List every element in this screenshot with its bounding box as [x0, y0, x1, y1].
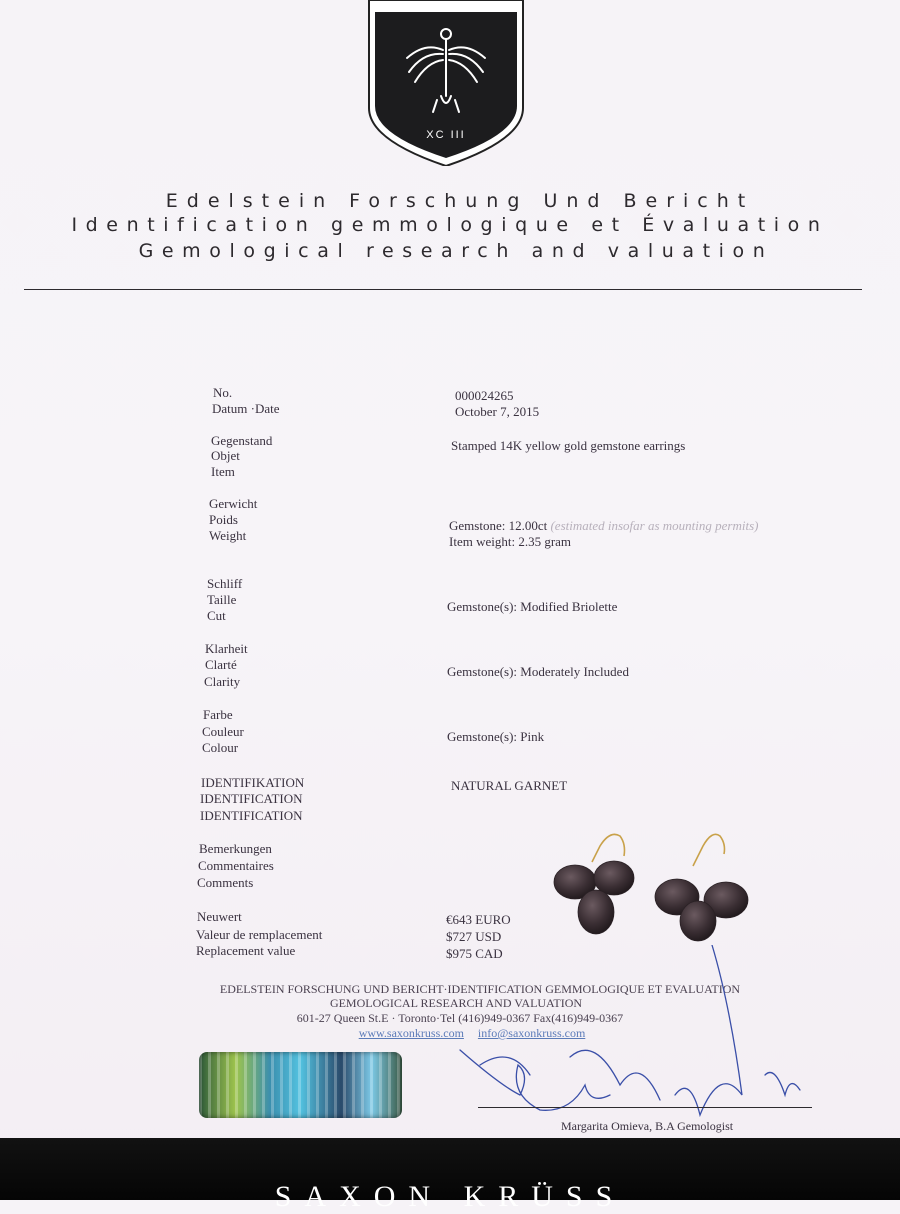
signer-name: Margarita Omieva, B.A Gemologist — [561, 1119, 734, 1133]
colour-label-fr: Couleur — [202, 724, 244, 739]
value-usd: $727 USD — [446, 929, 502, 944]
value-cad: $975 CAD — [446, 946, 503, 961]
website-link[interactable]: www.saxonkruss.com — [358, 1026, 464, 1040]
header-divider — [24, 289, 862, 290]
report-date: October 7, 2015 — [455, 404, 540, 419]
footer-address: 601-27 Queen St.E · Toronto·Tel (416)949-0367 Fax(416)949-0367 — [296, 1011, 624, 1025]
signature-line — [478, 1107, 812, 1108]
comments-label-de: Bemerkungen — [199, 841, 272, 856]
weight-note: (estimated insofar as mounting permits) — [550, 518, 759, 533]
weight-label-en: Weight — [209, 528, 247, 543]
weight-label-de: Gerwicht — [209, 496, 258, 511]
value-label-en: Replacement value — [196, 943, 296, 958]
brand-name: SAXON KRÜSS — [274, 1180, 626, 1213]
comments-label-fr: Commentaires — [198, 858, 274, 873]
colour-label-de: Farbe — [203, 707, 233, 722]
crest-shield — [367, 0, 525, 166]
weight-label-fr: Poids — [209, 512, 238, 527]
item-label-fr: Objet — [211, 448, 240, 463]
weight-gemstone-value: Gemstone: 12.00ct — [449, 518, 548, 533]
heading-english: Gemological research and valuation — [138, 240, 774, 262]
identification-value: NATURAL GARNET — [451, 778, 568, 793]
email-link[interactable]: info@saxonkruss.com — [477, 1026, 586, 1040]
hologram-seal — [199, 1052, 402, 1118]
no-label: No. — [213, 385, 233, 400]
heading-french: Identification gemmologique et Évaluation — [71, 214, 829, 236]
clarity-label-fr: Clarté — [205, 657, 237, 672]
cut-label-en: Cut — [207, 608, 226, 623]
value-euro: €643 EURO — [446, 912, 511, 927]
comments-label-en: Comments — [197, 875, 254, 890]
colour-value: Gemstone(s): Pink — [447, 729, 545, 744]
colour-label-en: Colour — [202, 740, 239, 755]
weight-item: Item weight: 2.35 gram — [449, 534, 572, 549]
clarity-label-de: Klarheit — [205, 641, 248, 656]
weight-gemstone — [449, 518, 758, 535]
identification-label-de: IDENTIFIKATION — [201, 775, 305, 790]
value-label-fr: Valeur de remplacement — [196, 927, 323, 942]
earrings-photo — [548, 826, 758, 942]
item-value: Stamped 14K yellow gold gemstone earrings — [451, 438, 686, 453]
date-label: Datum ·Date — [212, 401, 280, 416]
heading-german: Edelstein Forschung Und Bericht — [165, 190, 755, 212]
identification-label-en: IDENTIFICATION — [200, 808, 303, 823]
cut-label-de: Schliff — [207, 576, 243, 591]
value-label-de: Neuwert — [197, 909, 242, 924]
identification-label-fr: IDENTIFICATION — [200, 791, 303, 806]
cut-value: Gemstone(s): Modified Briolette — [447, 599, 618, 614]
cut-label-fr: Taille — [207, 592, 237, 607]
footer-line-2: GEMOLOGICAL RESEARCH AND VALUATION — [329, 996, 583, 1010]
clarity-value: Gemstone(s): Moderately Included — [447, 664, 629, 679]
clarity-label-en: Clarity — [204, 674, 241, 689]
signature — [420, 945, 820, 1125]
item-label-de: Gegenstand — [211, 433, 273, 448]
report-number: 000024265 — [455, 388, 514, 403]
footer-line-1: EDELSTEIN FORSCHUNG UND BERICHT·IDENTIFICATION GEMMOLOGIQUE ET EVALUATION — [219, 982, 741, 996]
item-label-en: Item — [211, 464, 235, 479]
crest-numeral: XC III — [426, 129, 466, 141]
